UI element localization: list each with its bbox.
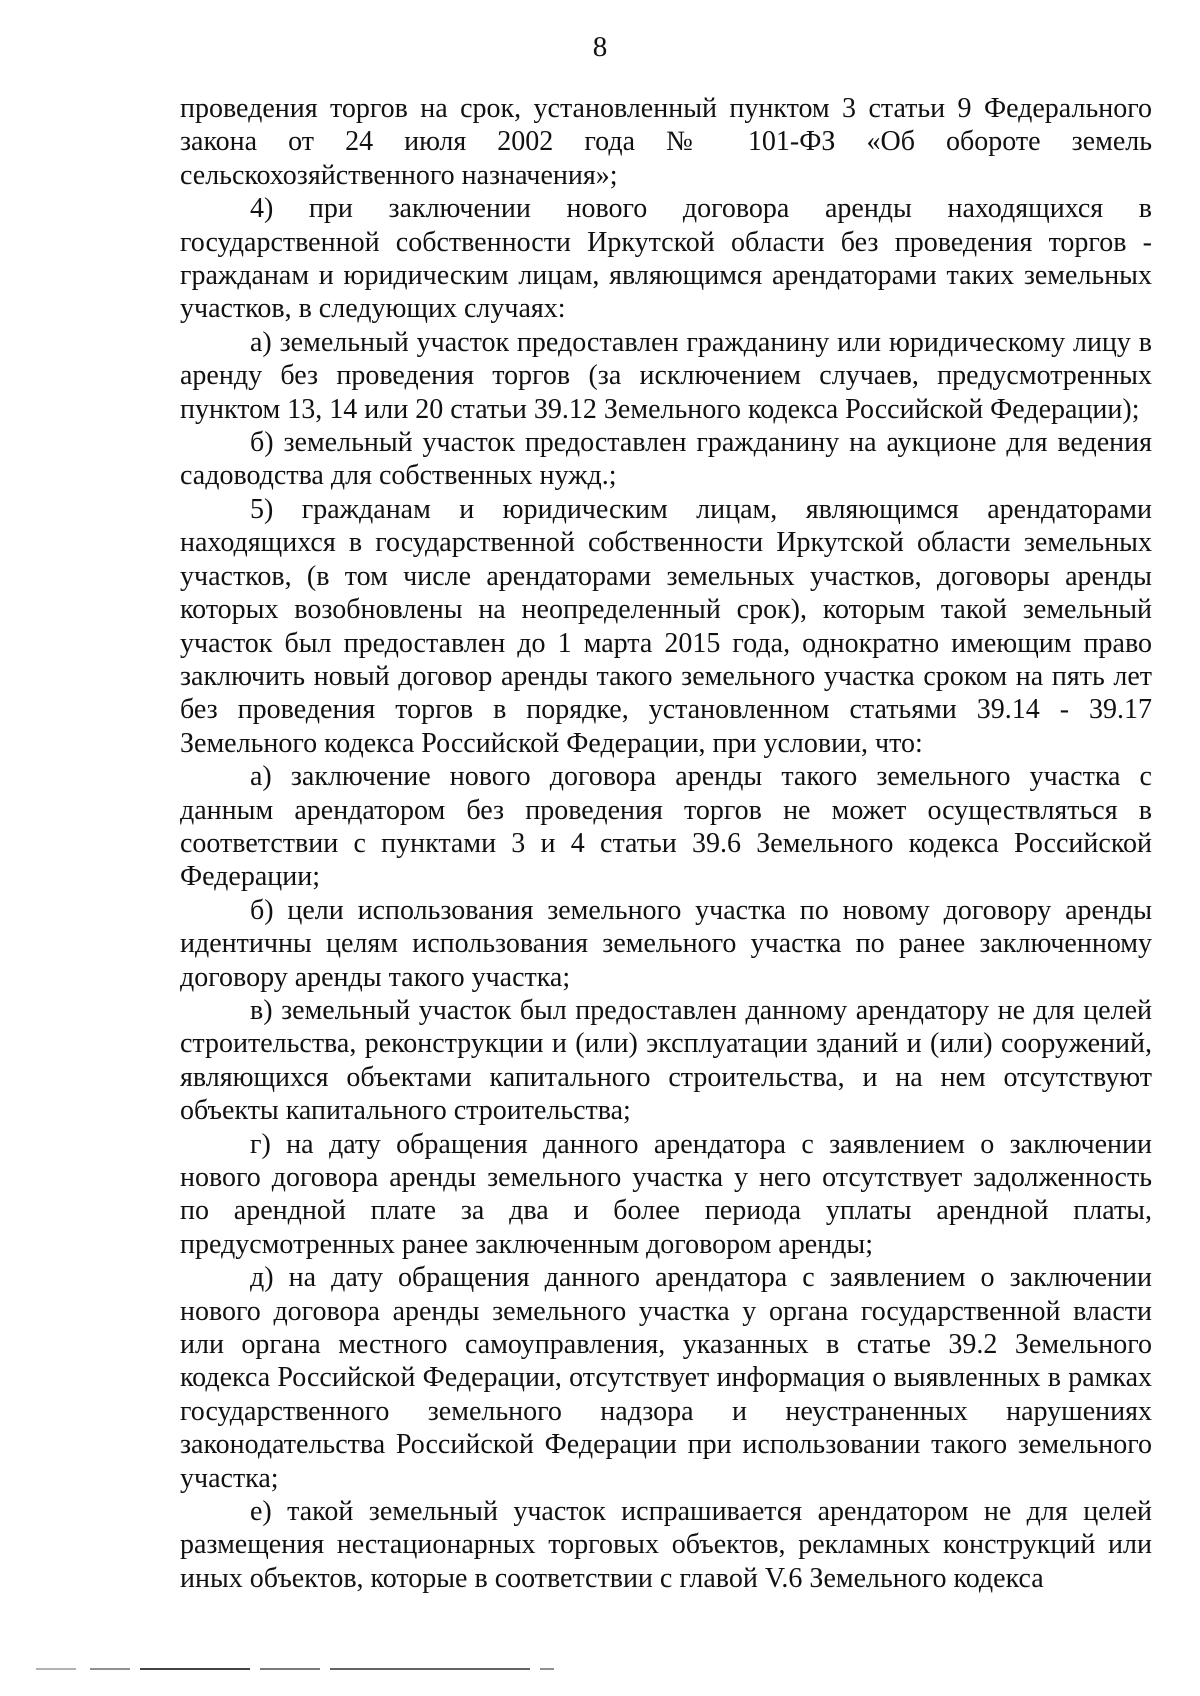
paragraph-item-5g: г) на дату обращения данного арендатора с заявлением о заключении нового договора аренды земельного участка у него отсутствует задолженность по арендной плате за два и более периода уплаты арендной платы, предусмотренных ранее заключенным договором аренды; <box>180 1128 1152 1260</box>
paragraph-item-5e: е) такой земельный участок испрашивается арендатором не для целей размещения нестационарных торговых объектов, рекламных конструкций или иных объектов, которые в соответствии с главой V.6 Земельного кодекса <box>180 1496 1152 1594</box>
paragraph-item-5v: в) земельный участок был предоставлен данному арендатору не для целей строительства, реконструкции и (или) эксплуатации зданий и (или) сооружений, являющихся объектами капитального строительства, и на нем отсутствуют объекты капитального строительства; <box>180 994 1152 1127</box>
paragraph-item-5: 5) гражданам и юридическим лицам, являющимся арендаторами находящихся в государственной собственности Иркутской области земельных участков, (в том числе арендаторами земельных участков, договоры аренды которых возобновлены на неопределенный срок), которым такой земельный участок был предоставлен до 1 марта 2015 года, однократно имеющим право заключить новый договор аренды такого земельного участка сроком на пять лет без проведения торгов в порядке, установленном статьями 39.14 - 39.17 Земельного кодекса Российской Федерации, при условии, что: <box>180 493 1152 759</box>
paragraph-item-5b: б) цели использования земельного участка по новому договору аренды идентичны целям использования земельного участка по ранее заключенному договору аренды такого участка; <box>180 894 1152 993</box>
paragraph-item-5d: д) на дату обращения данного арендатора с заявлением о заключении нового договора аренды земельного участка у органа государственной власти или органа местного самоуправления, указанных в статье 39.2 Земельного кодекса Российской Федерации, отсутствует информация о выявленных в рамках государственного земельного надзора и неустраненных нарушениях законодательства Российской Федерации при использовании такого земельного участка; <box>180 1262 1152 1494</box>
document-body <box>180 92 1152 1595</box>
scan-artifact-line <box>140 1668 250 1670</box>
scan-artifact-line <box>330 1668 530 1670</box>
paragraph-item-4: 4) при заключении нового договора аренды находящихся в государственной собственности Иркутской области без проведения торгов - гражданам и юридическим лицам, являющимся арендаторами таких земельных участков, в следующих случаях: <box>180 193 1152 325</box>
scan-artifact-line <box>36 1668 76 1670</box>
paragraph-item-5a: а) заключение нового договора аренды такого земельного участка с данным арендатором без проведения торгов не может осуществляться в соответствии с пунктами 3 и 4 статьи 39.6 Земельного кодекса Российской Федерации; <box>180 761 1152 893</box>
paragraph-continuation: проведения торгов на срок, установленный пунктом 3 статьи 9 Федерального закона от 24 июля 2002 года № 101-ФЗ «Об обороте земель сельскохозяйственного назначения»; <box>180 93 1152 191</box>
paragraph-item-4b: б) земельный участок предоставлен гражданину на аукционе для ведения садоводства для собственных нужд.; <box>180 427 1152 492</box>
scan-artifact-line <box>260 1668 320 1670</box>
paragraph-item-4a: а) земельный участок предоставлен гражданину или юридическому лицу в аренду без проведения торгов (за исключением случаев, предусмотренных пунктом 13, 14 или 20 статьи 39.12 Земельного кодекса Российской Федерации); <box>180 326 1152 425</box>
page-number: 8 <box>592 31 608 63</box>
scan-artifact-line <box>90 1668 130 1670</box>
scan-artifact-line <box>540 1668 554 1670</box>
